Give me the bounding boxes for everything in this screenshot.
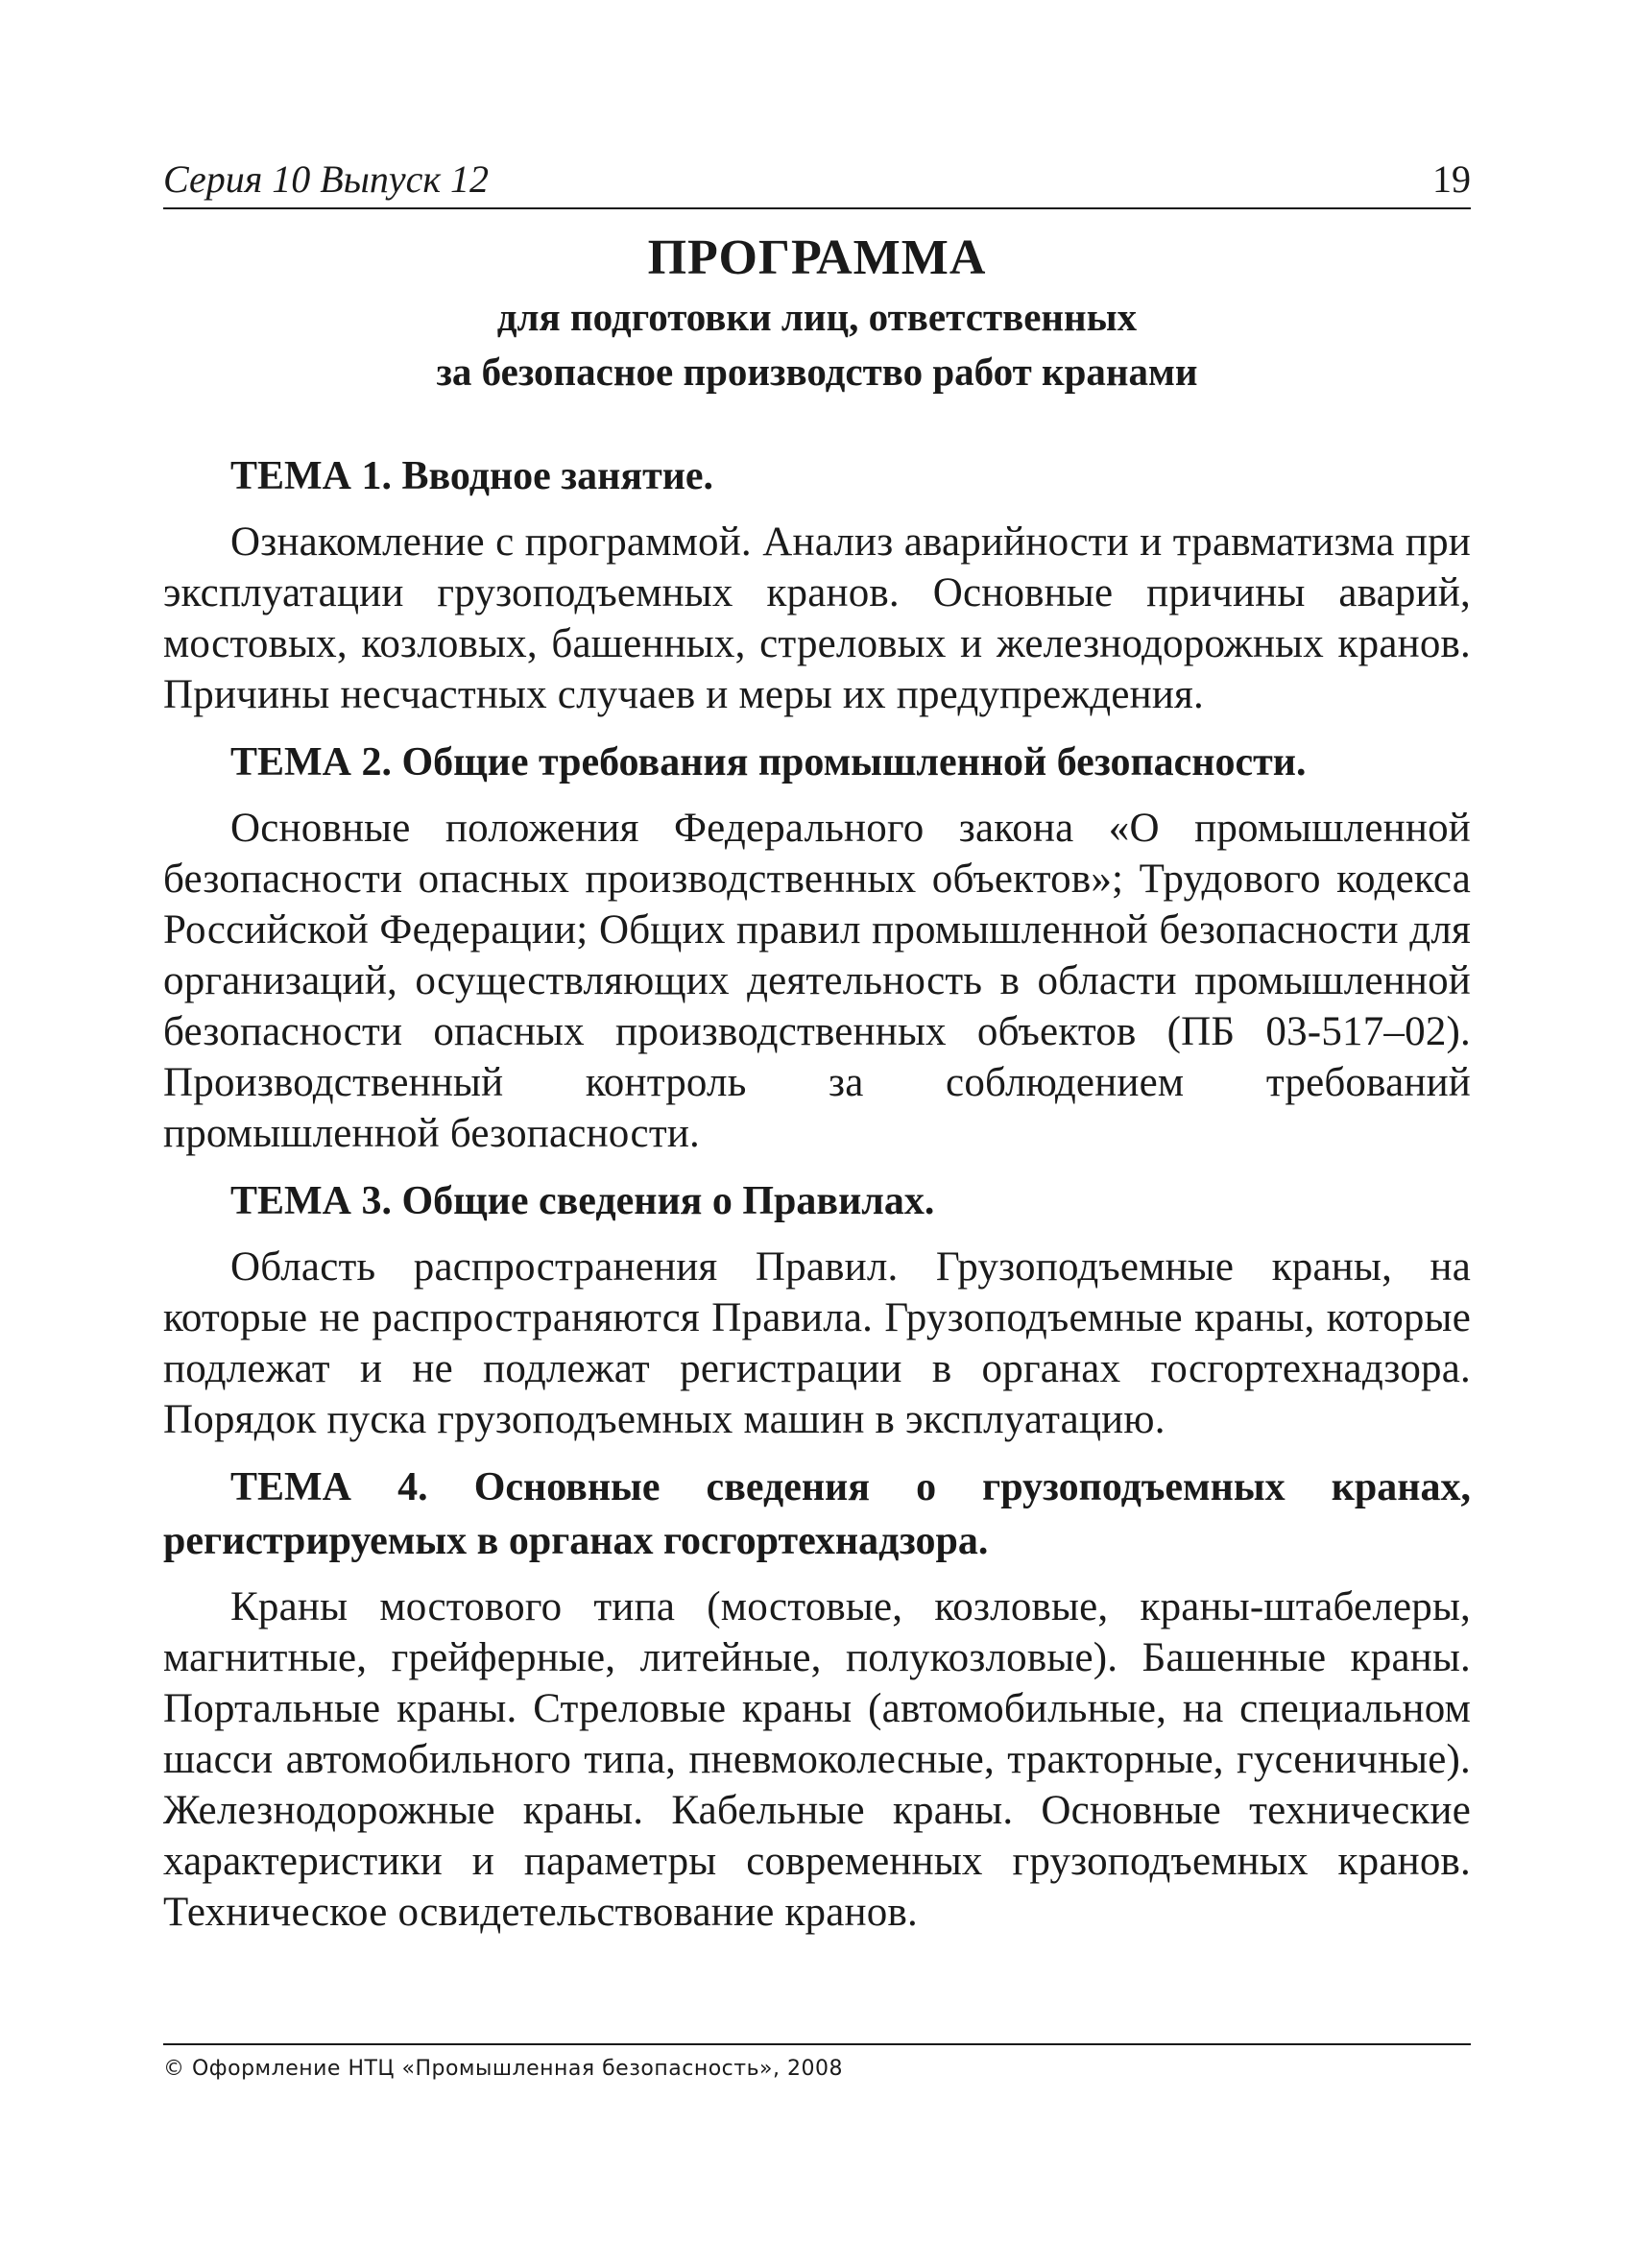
page-number: 19 bbox=[1432, 157, 1471, 201]
topic-heading: ТЕМА 3. Общие сведения о Правилах. bbox=[230, 1179, 935, 1223]
topic-body: Краны мостового типа (мостовые, козловые, краны-штабелеры, магнитные, грейферные, литейные, полукозловые). Башенные краны. Портальные краны. Стреловые краны (автомобильные, на специальном шасси автомобильного типа, пневмоколесные, тракторные, гусеничные). Железнодорожные краны. Кабельные краны. Основные технические характеристики и параметры современных грузоподъемных кранов. Техническое освидетельствование кранов. bbox=[163, 1584, 1471, 1935]
topics-list bbox=[163, 449, 1471, 1938]
topic-heading: ТЕМА 4. Основные сведения о грузоподъемных кранах, регистрируемых в органах госгортехнадзора. bbox=[163, 1465, 1471, 1563]
series-label: Серия 10 Выпуск 12 bbox=[163, 157, 490, 201]
running-header bbox=[163, 154, 1471, 209]
topic-heading: ТЕМА 1. Вводное занятие. bbox=[230, 454, 714, 498]
copyright-text: © Оформление НТЦ «Промышленная безопасность», 2008 bbox=[163, 2057, 843, 2081]
topic-body: Область распространения Правил. Грузоподъемные краны, на которые не распространяются Правила. Грузоподъемные краны, которые подлежат и не подлежат регистрации в органах госгортехнадзора. Порядок пуска грузоподъемных машин в эксплуатацию. bbox=[163, 1244, 1471, 1442]
topic-body: Ознакомление с программой. Анализ аварийности и травматизма при эксплуатации грузоподъемных кранов. Основные причины аварий, мостовых, козловых, башенных, стреловых и железнодорожных кранов. Причины несчастных случаев и меры их предупреждения. bbox=[163, 519, 1471, 717]
subtitle-line-2: за безопасное производство работ кранами bbox=[436, 350, 1198, 394]
topic-section bbox=[163, 736, 1471, 1159]
topic-body: Основные положения Федерального закона «О промышленной безопасности опасных производственных объектов»; Трудового кодекса Российской Федерации; Общих правил промышленной безопасности для организаций, осуществляющих деятельность в области промышленной безопасности опасных производственных объектов (ПБ 03-517–02). Производственный контроль за соблюдением требований промышленной безопасности. bbox=[163, 806, 1471, 1156]
topic-section bbox=[163, 449, 1471, 720]
copyright-footer bbox=[163, 2043, 1471, 2081]
topic-section bbox=[163, 1460, 1471, 1938]
title-block bbox=[163, 227, 1471, 399]
topic-section bbox=[163, 1174, 1471, 1445]
page-title: ПРОГРАММА bbox=[647, 230, 987, 285]
topic-heading: ТЕМА 2. Общие требования промышленной безопасности. bbox=[230, 740, 1307, 784]
document-page bbox=[163, 154, 1471, 1953]
subtitle-line-1: для подготовки лиц, ответственных bbox=[496, 295, 1138, 339]
